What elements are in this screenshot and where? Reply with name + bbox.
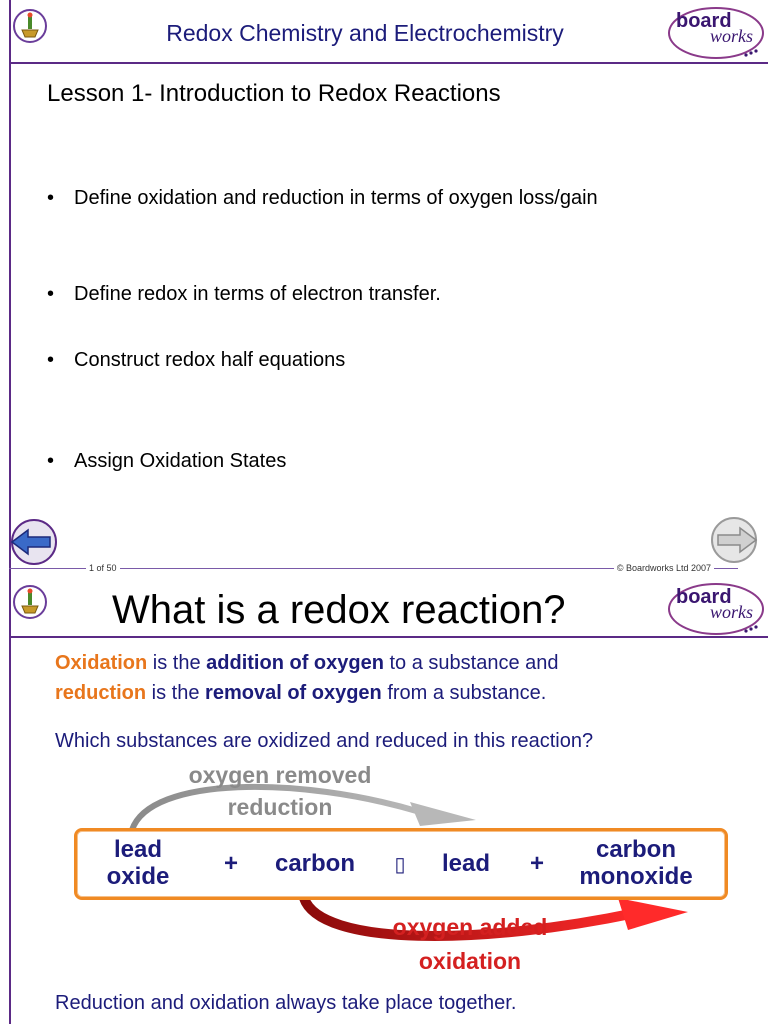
text-span: is the <box>147 652 207 674</box>
term-line: carbon <box>595 836 676 863</box>
logo-word-works: works <box>710 26 754 46</box>
copyright: © Boardworks Ltd 2007 <box>614 563 714 573</box>
bullet-text: Define redox in terms of electron transfer. <box>74 283 441 305</box>
bullet-dot: • <box>47 450 55 472</box>
logo-word-works: works <box>710 602 754 622</box>
bullet-text: Define oxidation and reduction in terms of oxygen loss/gain <box>74 187 598 209</box>
term-oxidation: Oxidation <box>55 652 148 674</box>
bullet-dot: • <box>47 349 55 371</box>
logo-word-board: board <box>676 586 732 608</box>
reactant-lead-oxide <box>88 836 188 890</box>
back-arrow-icon[interactable] <box>6 518 58 566</box>
label-reduction: reduction <box>227 794 333 820</box>
text-span: is the <box>146 682 206 704</box>
reaction-arrow-glyph: ▯ <box>394 854 406 876</box>
left-rule <box>9 0 11 576</box>
product-lead: lead <box>441 850 491 877</box>
term-addition-of-oxygen: addition of oxygen <box>206 652 384 674</box>
bullet-dot: • <box>47 187 55 209</box>
plus-sign: + <box>529 850 544 877</box>
page-counter: 1 of 50 <box>86 563 120 573</box>
logo-word-board: board <box>676 10 732 32</box>
boardworks-logo <box>666 4 766 62</box>
header-rule <box>9 62 768 64</box>
product-carbon-monoxide <box>566 836 706 890</box>
term-line: monoxide <box>579 863 693 890</box>
term-removal-of-oxygen: removal of oxygen <box>205 682 382 704</box>
question-text: Which substances are oxidized and reduced in this reaction? <box>55 730 594 752</box>
summary-text: Reduction and oxidation always take place together. <box>55 992 517 1014</box>
lamp-icon <box>12 8 48 44</box>
label-oxygen-added: oxygen added <box>392 914 548 940</box>
bullet-dot: • <box>47 283 55 305</box>
text-span: from a substance. <box>381 682 547 704</box>
slide-2 <box>0 576 768 1024</box>
bullet-text: Construct redox half equations <box>74 349 346 371</box>
reactant-carbon: carbon <box>274 850 355 877</box>
term-line: oxide <box>106 863 170 890</box>
term-line: lead <box>113 836 163 863</box>
label-oxidation: oxidation <box>418 948 522 974</box>
term-reduction: reduction <box>55 682 147 704</box>
forward-arrow-icon[interactable] <box>710 516 762 564</box>
slide-title: What is a redox reaction? <box>112 588 566 632</box>
label-oxygen-removed: oxygen removed <box>188 762 372 788</box>
plus-sign: + <box>223 850 238 877</box>
slide-title: Redox Chemistry and Electrochemistry <box>166 20 564 46</box>
lesson-title: Lesson 1- Introduction to Redox Reactions <box>47 80 501 107</box>
oxidation-arrowhead <box>618 898 688 930</box>
bullet-text: Assign Oxidation States <box>74 450 287 472</box>
text-span: to a substance and <box>383 652 559 674</box>
reduction-arrowhead <box>410 802 476 826</box>
